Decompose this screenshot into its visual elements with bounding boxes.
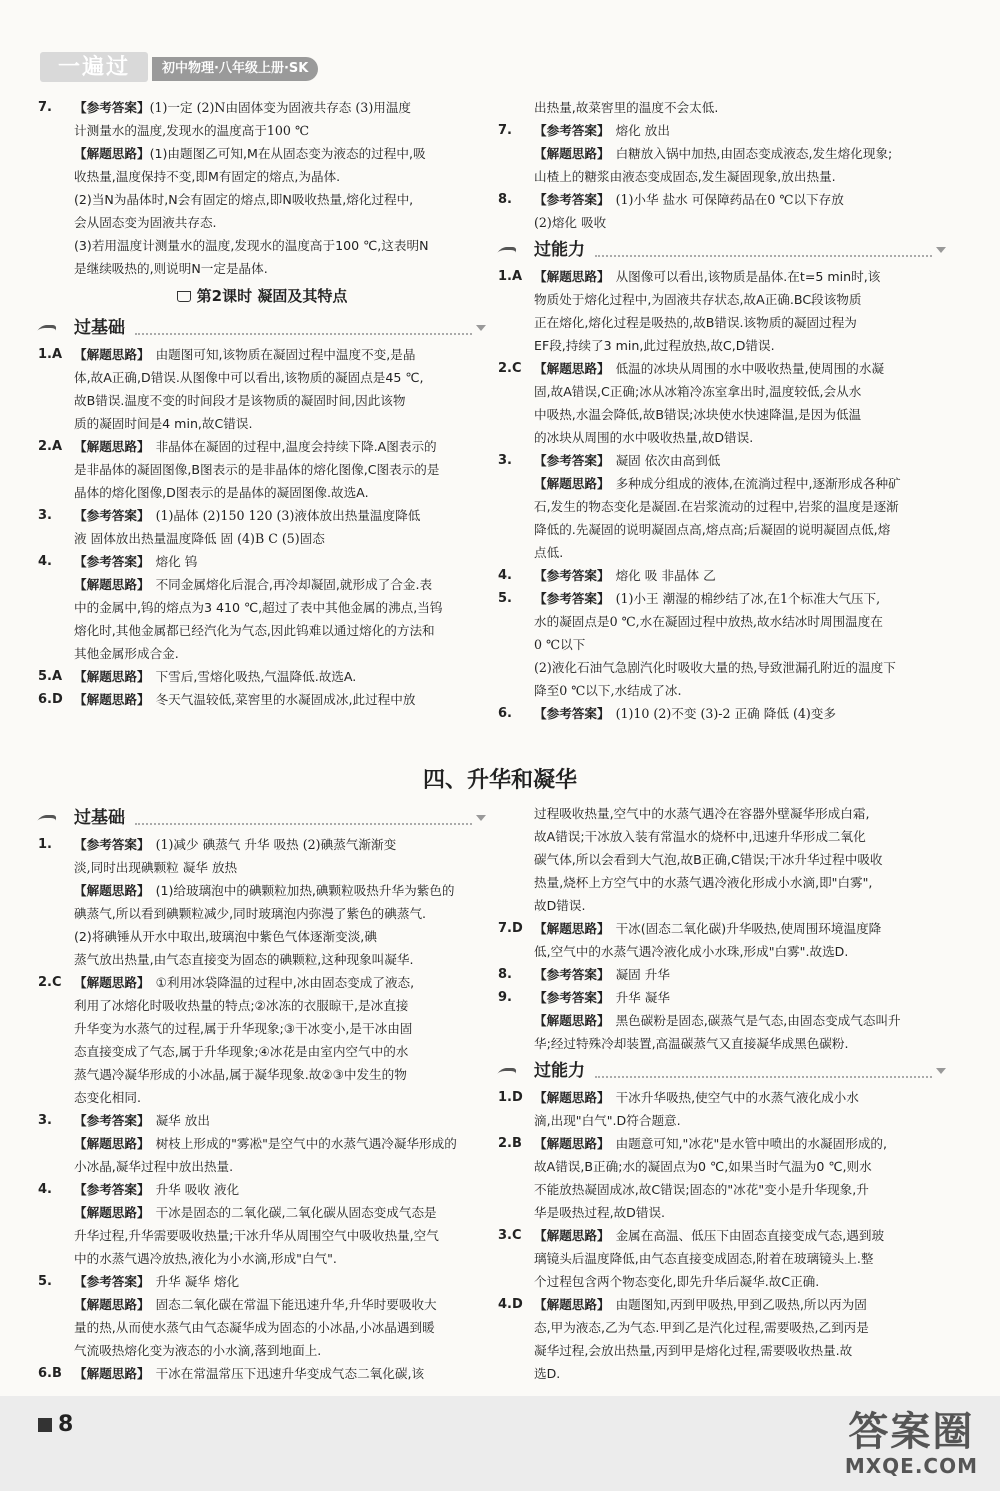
answer-item [498, 119, 946, 142]
answer-line: 淡,同时出现碘颗粒 凝华 放热 [74, 860, 238, 875]
answer-line: 非晶体在凝固的过程中,温度会持续下降.A图表示的 [155, 439, 437, 454]
answer-line: 态,甲为液态,乙为气态.甲到乙是汽化过程,需要吸热,乙到丙是 [534, 1320, 869, 1335]
answer-line: (1)10 (2)不变 (3)-2 正确 降低 (4)变多 [615, 706, 836, 721]
answer-line: ①利用冰袋降温的过程中,冰由固态变成了液态, [155, 975, 415, 990]
answer-line: 固,故A错误,C正确;冰从冰箱冷冻室拿出时,温度较低,会从水 [534, 384, 862, 399]
question-number: 1.A [498, 269, 523, 284]
answer-item [498, 449, 946, 472]
answer-line: 其他金属形成合金. [74, 646, 179, 661]
answer-line: 冬天气温较低,菜窖里的水凝固成冰,此过程中放 [155, 692, 416, 707]
answer-line: 凝华过程,会放出热量,丙到甲是熔化过程,需要吸收热量.故 [534, 1343, 853, 1358]
answer-tag: 【参考答案】 [534, 706, 610, 721]
continued-text: 出热量,故菜窖里的温度不会太低. [534, 100, 719, 115]
answer-line: 由题图知,丙到甲吸热,甲到乙吸热,所以丙为固 [615, 1297, 867, 1312]
square-icon [38, 1418, 52, 1432]
answer-line: (1)减少 碘蒸气 升华 吸热 (2)碘蒸气渐渐变 [155, 837, 397, 852]
question-number: 9. [498, 990, 512, 1005]
answer-line: 升华 凝华 [615, 990, 670, 1005]
answer-line: 选D. [534, 1366, 561, 1381]
answer-line: 熔化 放出 [615, 123, 670, 138]
solution-line: 收热量,温度保持不变,即M有固定的熔点,为晶体. [74, 169, 341, 184]
answer-tag: 【解题思路】 [74, 1297, 150, 1312]
answer-item [498, 142, 946, 188]
answer-tag: 【参考答案】 [74, 100, 150, 115]
question-number: 2.B [498, 1136, 522, 1151]
answer-line: (2)液化石油气急剧汽化时吸收大量的热,导致泄漏孔附近的温度下 [534, 660, 896, 675]
answer-item [38, 1109, 486, 1132]
answer-line: 点低. [534, 545, 564, 560]
answer-item [498, 564, 946, 587]
answer-line: 量的热,从而使水蒸气由气态凝华成为固态的小冰晶,小冰晶遇到暖 [74, 1320, 435, 1335]
answer-item [38, 550, 486, 573]
bottom-right-column [498, 802, 946, 1385]
bottom-left-column [38, 802, 486, 1385]
question-number: 4.D [498, 1297, 523, 1312]
triangle-icon [936, 1068, 946, 1074]
section-title: 过基础 [74, 807, 125, 828]
question-number: 5. [498, 591, 512, 606]
page-number-text: 8 [58, 1412, 74, 1437]
answer-tag: 【参考答案】 [534, 192, 610, 207]
answer-tag: 【参考答案】 [74, 837, 150, 852]
question-number: 1.A [38, 347, 63, 362]
answer-item [498, 1086, 946, 1132]
question-number: 5.A [38, 669, 63, 684]
answer-line: 降低的.先凝固的说明凝固点高,熔点高;后凝固的说明凝固点低,熔 [534, 522, 891, 537]
answer-line: 璃镜头后温度降低,由气态直接变成固态,附着在玻璃镜头上.整 [534, 1251, 874, 1266]
answer-line: (1)晶体 (2)150 120 (3)液体放出热量温度降低 [155, 508, 421, 523]
answer-item [498, 265, 946, 357]
answer-line: 由题图可知,该物质在凝固过程中温度不变,是晶 [155, 347, 416, 362]
answer-item [38, 343, 486, 435]
answer-line: 中吸热,水温会降低,故B错误;冰块使水快速降温,是因为低温 [534, 407, 862, 422]
lesson-title-text: 第2课时 凝固及其特点 [196, 287, 348, 305]
answer-line: 气流吸热熔化变为液态的小水滴,落到地面上. [74, 1343, 322, 1358]
answer-list [498, 265, 946, 725]
section-header [38, 315, 486, 341]
answer-item [498, 188, 946, 234]
answer-line: 石,发生的物态变化是凝固.在岩浆流动的过程中,岩浆的温度是逐渐 [534, 499, 899, 514]
answer-item [498, 357, 946, 449]
answer-line: 熔化 钨 [155, 554, 198, 569]
question-number: 4. [498, 568, 512, 583]
brand-logo: 一遍过 [40, 52, 148, 82]
answer-line: 小冰晶,凝华过程中放出热量. [74, 1159, 234, 1174]
top-right-column [498, 96, 946, 725]
solution-line: (1)由题图乙可知,M在从固态变为液态的过程中,吸 [149, 146, 426, 161]
answer-line: 从图像可以看出,该物质是晶体.在t=5 min时,该 [615, 269, 881, 284]
chapter-title: 四、升华和凝华 [422, 768, 577, 793]
answer-line: 中的水蒸气遇冷放热,液化为小水滴,形成"白气". [74, 1251, 337, 1266]
answer-tag: 【参考答案】 [74, 1113, 150, 1128]
question-number: 3. [498, 453, 512, 468]
question-number: 3. [38, 1113, 52, 1128]
answer-item [38, 688, 486, 711]
watermark-title: 答案圈 [848, 1409, 975, 1455]
answer-tag: 【解题思路】 [534, 476, 610, 491]
answer-line: 故B错误.温度不变的时间段才是该物质的凝固时间,因此该物 [74, 393, 406, 408]
section-title: 过能力 [534, 239, 585, 260]
answer-line: 凝固 依次由高到低 [615, 453, 721, 468]
answer-line: 干冰升华吸热,使空气中的水蒸气液化成小水 [615, 1090, 859, 1105]
answer-line: 碘蒸气,所以看到碘颗粒减少,同时玻璃泡内弥漫了紫色的碘蒸气. [74, 906, 427, 921]
answer-line: 利用了冰熔化时吸收热量的特点;②冰冻的衣服晾干,是冰直接 [74, 998, 409, 1013]
answer-list [498, 1086, 946, 1385]
answer-tag: 【解题思路】 [74, 883, 150, 898]
question-number: 1.D [498, 1090, 523, 1105]
question-number: 8. [498, 967, 512, 982]
section-icon [498, 245, 526, 255]
answer-tag: 【参考答案】 [534, 453, 610, 468]
section-header [498, 237, 946, 263]
answer-list [38, 833, 486, 1385]
answer-line: 升华 凝华 熔化 [155, 1274, 240, 1289]
answer-item [498, 1224, 946, 1293]
answer-line: 液 固体放出热量温度降低 固 (4)B C (5)固态 [74, 531, 325, 546]
answer-tag: 【参考答案】 [534, 123, 610, 138]
book-icon [177, 291, 191, 302]
answer-item [38, 1293, 486, 1362]
question-number: 6.D [38, 692, 63, 707]
question-number: 2.C [38, 975, 62, 990]
section-rule [595, 243, 932, 257]
answer-item [498, 963, 946, 986]
answer-line: 故A错误,B正确;水的凝固点为0 ℃,如果当时气温为0 ℃,则水 [534, 1159, 872, 1174]
triangle-icon [476, 815, 486, 821]
answer-tag: 【解题思路】 [74, 975, 150, 990]
answer-line: 升华变为水蒸气的过程,属于升华现象;③干冰变小,是干冰由固 [74, 1021, 413, 1036]
answer-line: 蒸气放出热量,由气态直接变为固态的碘颗粒,这种现象叫凝华. [74, 952, 414, 967]
answer-tag: 【解题思路】 [74, 1366, 150, 1381]
answer-line: 升华 吸收 液化 [155, 1182, 240, 1197]
question-number: 2.A [38, 439, 63, 454]
book-subtitle: 初中物理·八年级上册·SK [152, 57, 318, 81]
top-left-column [38, 96, 486, 711]
answer-tag: 【解题思路】 [74, 347, 150, 362]
continued-text: 故D错误. [534, 898, 586, 913]
question-number: 7. [498, 123, 512, 138]
answer-item [38, 504, 486, 550]
solution-tag: 【解题思路】 [74, 146, 150, 161]
answer-line: 低,空气中的水蒸气遇冷液化成小水珠,形成"白雾".故选D. [534, 944, 849, 959]
answer-line: 凝华 放出 [155, 1113, 210, 1128]
question-number: 1. [38, 837, 52, 852]
answer-item [38, 879, 486, 971]
question-number: 7. [38, 100, 52, 115]
answer-line: (1)小华 盐水 可保障药品在0 ℃以下存放 [615, 192, 844, 207]
continued-text: 过程吸收热量,空气中的水蒸气遇冷在容器外壁凝华形成白霜, [534, 806, 870, 821]
answer-tag: 【参考答案】 [74, 554, 150, 569]
answer-line: 态直接变成了气态,属于升华现象;④冰花是由室内空气中的水 [74, 1044, 409, 1059]
answer-line: 熔化 吸 非晶体 乙 [615, 568, 716, 583]
section-title: 过基础 [74, 317, 125, 338]
answer-item [498, 917, 946, 963]
answer-line: 凝固 升华 [615, 967, 670, 982]
answer-tag: 【参考答案】 [74, 1274, 150, 1289]
answer-tag: 【解题思路】 [534, 1297, 610, 1312]
answer-tag: 【参考答案】 [74, 1182, 150, 1197]
answer-item [498, 587, 946, 702]
answer-tag: 【参考答案】 [74, 508, 150, 523]
solution-line: (3)若用温度计测量水的温度,发现水的温度高于100 ℃,这表明N [74, 238, 429, 253]
answer-tag: 【解题思路】 [534, 921, 610, 936]
answer-line: 华;经过特殊冷却装置,高温碳蒸气又直接凝华成黑色碳粉. [534, 1036, 849, 1051]
question-number: 6.B [38, 1366, 62, 1381]
answer-item [498, 702, 946, 725]
question-7 [38, 96, 486, 280]
section-icon [38, 813, 66, 823]
answer-item [498, 1009, 946, 1055]
answer-line: 白糖放入锅中加热,由固态变成液态,发生熔化现象; [615, 146, 893, 161]
question-number: 3. [38, 508, 52, 523]
answer-item [38, 1132, 486, 1178]
answer-line: 干冰(固态二氧化碳)升华吸热,使周围环境温度降 [615, 921, 882, 936]
answer-line: 蒸气遇冷凝华形成的小冰晶,属于凝华现象.故②③中发生的物 [74, 1067, 407, 1082]
answer-line: 个过程包含两个物态变化,即先升华后凝华.故C正确. [534, 1274, 820, 1289]
question-number: 6. [498, 706, 512, 721]
solution-line: 是继续吸热的,则说明N一定是晶体. [74, 261, 268, 276]
answer-line: 升华过程,升华需要吸收热量;干冰升华从周围空气中吸收热量,空气 [74, 1228, 439, 1243]
continued-text: 故A错误;干冰放入装有常温水的烧杯中,迅速升华形成二氧化 [534, 829, 866, 844]
section-icon [498, 1066, 526, 1076]
answer-item [498, 986, 946, 1009]
answer-line: 不同金属熔化后混合,再冷却凝固,就形成了合金.表 [155, 577, 433, 592]
continued-text: 热量,烧杯上方空气中的水蒸气遇冷液化形成小水滴,即"白雾", [534, 875, 873, 890]
answer-list [498, 119, 946, 234]
answer-line: 体,故A正确,D错误.从图像中可以看出,该物质的凝固点是45 ℃, [74, 370, 424, 385]
answer-tag: 【参考答案】 [534, 591, 610, 606]
section-header [38, 805, 486, 831]
question-number: 5. [38, 1274, 52, 1289]
answer-tag: 【解题思路】 [534, 1228, 610, 1243]
question-number: 8. [498, 192, 512, 207]
answer-item [38, 1270, 486, 1293]
answer-text: (1)一定 (2)N由固体变为固液共存态 (3)用温度 [149, 100, 412, 115]
answer-item [38, 573, 486, 665]
answer-tag: 【参考答案】 [534, 568, 610, 583]
section-header [498, 1058, 946, 1084]
answer-item [38, 1178, 486, 1201]
watermark [845, 1410, 978, 1478]
answer-item [498, 1293, 946, 1385]
question-number: 3.C [498, 1228, 522, 1243]
answer-line: 低温的冰块从周围的水中吸收热量,使周围的水凝 [615, 361, 885, 376]
answer-line: 由题意可知,"冰花"是水管中喷出的水凝固形成的, [615, 1136, 888, 1151]
page-number [38, 1412, 73, 1437]
answer-line: 多种成分组成的液体,在流淌过程中,逐渐形成各种矿 [615, 476, 901, 491]
answer-line: 金属在高温、低压下由固态直接变成气态,遇到玻 [615, 1228, 885, 1243]
answer-list [498, 917, 946, 1055]
answer-line: 固态二氧化碳在常温下能迅速升华,升华时要吸收大 [155, 1297, 437, 1312]
question-number: 4. [38, 1182, 52, 1197]
answer-line: 的冰块从周围的水中吸收热量,故D错误. [534, 430, 754, 445]
answer-tag: 【解题思路】 [74, 1136, 150, 1151]
section-title: 过能力 [534, 1060, 585, 1081]
answer-line: 中的金属中,钨的熔点为3 410 ℃,超过了表中其他金属的沸点,当钨 [74, 600, 443, 615]
answer-item [38, 1201, 486, 1270]
solution-line: 会从固态变为固液共存态. [74, 215, 217, 230]
answer-tag: 【解题思路】 [74, 669, 150, 684]
answer-line: 下雪后,雪熔化吸热,气温降低.故选A. [155, 669, 357, 684]
continued-text: 碳气体,所以会看到大气泡,故B正确,C错误;干冰升华过程中吸收 [534, 852, 883, 867]
watermark-url: MXQE.COM [844, 1454, 978, 1478]
answer-line: 0 ℃以下 [534, 637, 586, 652]
answer-line: (2)将碘锤从开水中取出,玻璃泡中紫色气体逐渐变淡,碘 [74, 929, 377, 944]
section-icon [38, 323, 66, 333]
answer-item [498, 472, 946, 564]
triangle-icon [936, 247, 946, 253]
answer-item [38, 833, 486, 879]
answer-tag: 【参考答案】 [534, 967, 610, 982]
answer-line: 熔化时,其他金属都已经汽化为气态,因此钨难以通过熔化的方法和 [74, 623, 435, 638]
answer-line: 物质处于熔化过程中,为固液共存状态,故A正确.BC段该物质 [534, 292, 862, 307]
section-rule [135, 811, 472, 825]
question-number: 2.C [498, 361, 522, 376]
answer-line: 不能放热凝固成冰,故C错误;固态的"冰花"变小是升华现象,升 [534, 1182, 869, 1197]
answer-line: 是非晶体的凝固图像,B图表示的是非晶体的熔化图像,C图表示的是 [74, 462, 440, 477]
answer-item [38, 665, 486, 688]
answer-line: 黑色碳粉是固态,碳蒸气是气态,由固态变成气态叫升 [615, 1013, 901, 1028]
answer-tag: 【解题思路】 [534, 146, 610, 161]
answer-tag: 【参考答案】 [534, 990, 610, 1005]
answer-tag: 【解题思路】 [534, 1136, 610, 1151]
answer-list [38, 343, 486, 711]
answer-line: 态变化相同. [74, 1090, 141, 1105]
answer-item [38, 1362, 486, 1385]
answer-line: 水的凝固点是0 ℃,水在凝固过程中放热,故水结冰时周围温度在 [534, 614, 883, 629]
lesson-title [38, 280, 486, 312]
answer-tag: 【解题思路】 [534, 1090, 610, 1105]
answer-line: 滴,出现"白气".D符合题意. [534, 1113, 681, 1128]
answer-item [38, 971, 486, 1109]
answer-line: 山楂上的糖浆由液态变成固态,发生凝固现象,放出热量. [534, 169, 836, 184]
answer-line: EF段,持续了3 min,此过程放热,故C,D错误. [534, 338, 775, 353]
answer-tag: 【解题思路】 [74, 439, 150, 454]
question-number: 7.D [498, 921, 523, 936]
answer-line: 干冰在常温常压下迅速升华变成气态二氧化碳,该 [155, 1366, 425, 1381]
section-rule [595, 1064, 932, 1078]
answer-line: 晶体的熔化图像,D图表示的是晶体的凝固图像.故选A. [74, 485, 369, 500]
question-number: 4. [38, 554, 52, 569]
answer-item [38, 435, 486, 504]
answer-tag: 【解题思路】 [74, 577, 150, 592]
triangle-icon [476, 325, 486, 331]
page-header [0, 0, 1000, 84]
answer-line: (1)小王 潮湿的棉纱结了冰,在1个标准大气压下, [615, 591, 881, 606]
answer-line: 正在熔化,熔化过程是吸热的,故B错误.该物质的凝固过程为 [534, 315, 857, 330]
answer-text: 计测量水的温度,发现水的温度高于100 ℃ [74, 123, 310, 138]
solution-line: (2)当N为晶体时,N会有固定的熔点,即N吸收热量,熔化过程中, [74, 192, 414, 207]
answer-item [498, 1132, 946, 1224]
answer-line: (2)熔化 吸收 [534, 215, 607, 230]
answer-tag: 【解题思路】 [534, 361, 610, 376]
answer-line: 降至0 ℃以下,水结成了冰. [534, 683, 682, 698]
answer-tag: 【解题思路】 [534, 269, 610, 284]
answer-tag: 【解题思路】 [74, 1205, 150, 1220]
answer-line: (1)给玻璃泡中的碘颗粒加热,碘颗粒吸热升华为紫色的 [155, 883, 455, 898]
answer-line: 质的凝固时间是4 min,故C错误. [74, 416, 253, 431]
answer-line: 干冰是固态的二氧化碳,二氧化碳从固态变成气态是 [155, 1205, 437, 1220]
answer-tag: 【解题思路】 [74, 692, 150, 707]
section-rule [135, 321, 472, 335]
answer-line: 华是吸热过程,故D错误. [534, 1205, 666, 1220]
answer-line: 树枝上形成的"雾凇"是空气中的水蒸气遇冷凝华形成的 [155, 1136, 457, 1151]
answer-tag: 【解题思路】 [534, 1013, 610, 1028]
